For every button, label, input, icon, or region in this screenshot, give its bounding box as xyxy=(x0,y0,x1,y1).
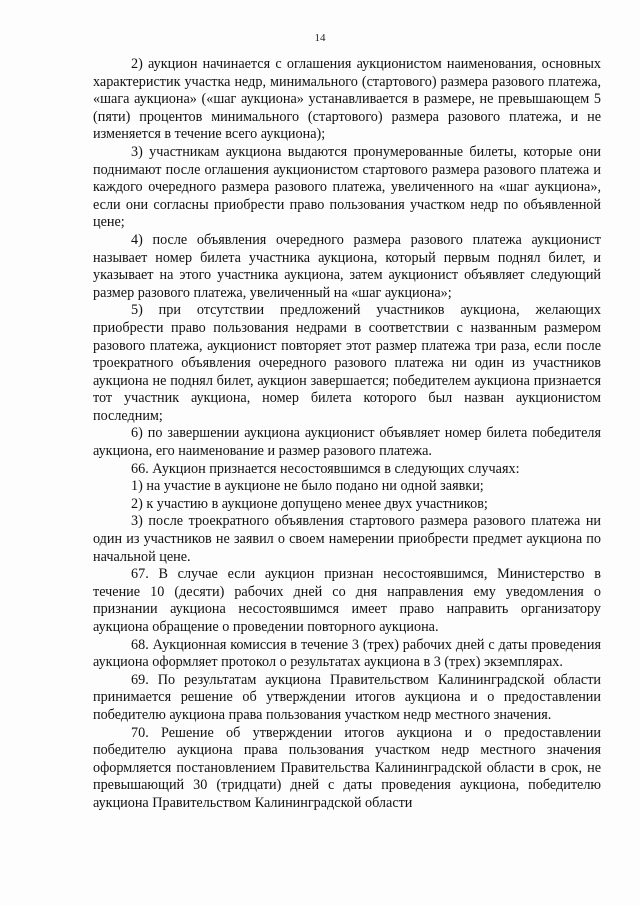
paragraph-auction-start: 2) аукцион начинается с оглашения аукционистом наименования, основных характеристик участка недр, минимального (стартового) размера разового платежа, «шага аукциона» («шаг аукциона» устанавливается в размере, не превышающем 5 (пяти) процентов минимального (стартового) размера разового платежа, и не изменяется в течение всего аукциона); xyxy=(93,56,601,143)
page-number: 14 xyxy=(314,32,326,44)
document-body xyxy=(93,56,601,813)
paragraph-68: 68. Аукционная комиссия в течение 3 (трех) рабочих дней с даты проведения аукциона оформляет протокол о результатах аукциона в 3 (трех) экземплярах. xyxy=(93,636,601,671)
paragraph-66-case-2: 2) к участию в аукционе допущено менее двух участников; xyxy=(131,495,488,512)
paragraph-next-payment: 4) после объявления очередного размера разового платежа аукционист называет номер билета участника аукциона, который первым поднял билет, и указывает на этого участника аукциона, затем аукционист объявляет следующий размер разового платежа, увеличенный на «шаг аукциона»; xyxy=(93,231,601,301)
paragraph-70: 70. Решение об утверждении итогов аукциона и о предоставлении победителю аукциона права пользования участком недр местного значения оформляется постановлением Правительства Калининградской области в срок, не превышающий 30 (тридцати) дней с даты проведения аукциона, победителю аукциона Правительством Калининградской области xyxy=(93,724,601,811)
paragraph-no-offers: 5) при отсутствии предложений участников аукциона, желающих приобрести право пользования недрами в соответствии с названным размером разового платежа, аукционист повторяет этот размер платежа три раза, если после троекратного объявления очередного разового платежа ни один из участников аукциона не поднял билет, аукцион завершается; победителем аукциона признается тот участник аукциона, номер билета которого был назван аукционистом последним; xyxy=(93,302,601,424)
paragraph-numbered-tickets: 3) участникам аукциона выдаются пронумерованные билеты, которые они поднимают после оглашения аукционистом стартового размера разового платежа и каждого очередного размера разового платежа, увеличенного на «шаг аукциона», если они согласны приобрести право пользования участком недр по объявленной цене; xyxy=(93,143,601,231)
paragraph-67: 67. В случае если аукцион признан несостоявшимся, Министерство в течение 10 (десяти) рабочих дней со дня направления ему уведомления о признании аукциона несостоявшимся имеет право направить организатору аукциона обращение о проведении повторного аукциона. xyxy=(93,566,601,635)
paragraph-auction-end: 6) по завершении аукциона аукционист объявляет номер билета победителя аукциона, его наименование и размер разового платежа. xyxy=(93,425,601,460)
paragraph-66-failed-cases: 66. Аукцион признается несостоявшимся в следующих случаях: xyxy=(131,460,520,477)
paragraph-66-case-1: 1) на участие в аукционе не было подано ни одной заявки; xyxy=(131,478,484,495)
paragraph-69: 69. По результатам аукциона Правительством Калининградской области принимается решение об утверждении итогов аукциона и о предоставлении победителю аукциона права пользования участком недр местного значения. xyxy=(93,671,601,723)
paragraph-66-case-3: 3) после троекратного объявления стартового размера разового платежа ни один из участников не заявил о своем намерении приобрести предмет аукциона по начальной цене. xyxy=(93,513,601,565)
